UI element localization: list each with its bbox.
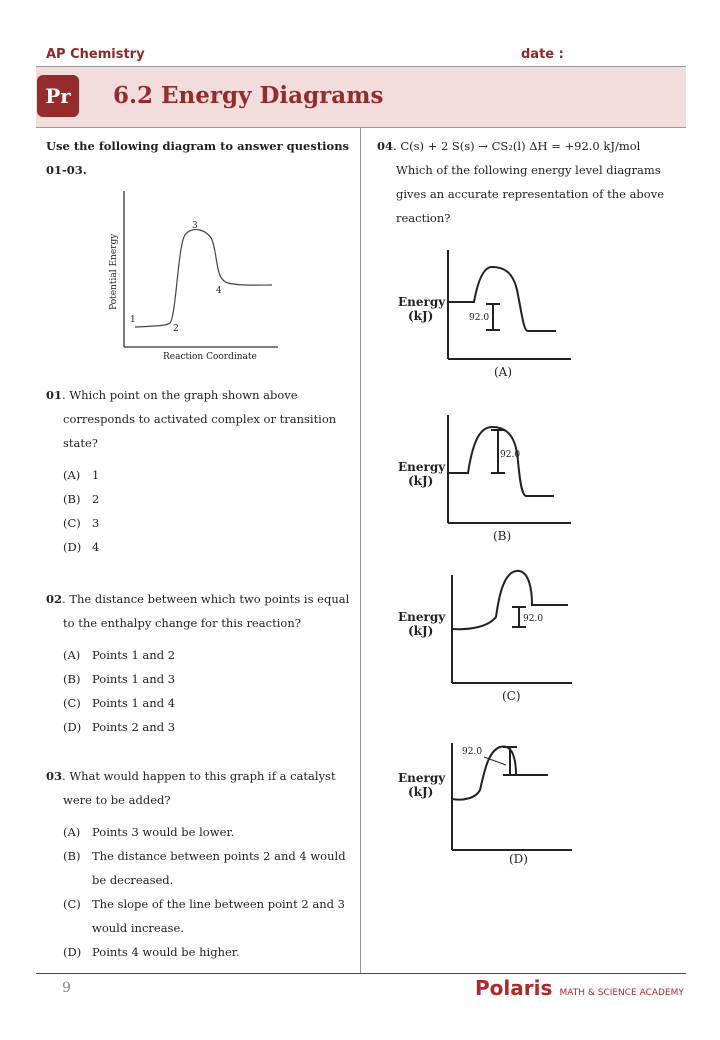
diagram-c-value: 92.0	[523, 614, 544, 624]
footer-rule	[36, 973, 686, 974]
option-03-c[interactable]: (C) The slope of the line between point 2 and 3	[63, 897, 345, 911]
question-03-line2: were to be added?	[63, 793, 171, 807]
question-04-number: 04	[377, 139, 394, 153]
option-02-d[interactable]: (D) Points 2 and 3	[63, 720, 176, 734]
diagram-a-ylabel-2: (kJ)	[408, 309, 434, 323]
title-rule	[36, 127, 686, 128]
option-01-d[interactable]: (D) 4	[63, 540, 100, 554]
option-01-c[interactable]: (C) 3	[63, 516, 100, 530]
question-01-number: 01	[46, 388, 63, 402]
energy-diagram-c[interactable]	[392, 565, 582, 710]
diagram-c-label: (C)	[502, 689, 521, 703]
page-title: 6.2 Energy Diagrams	[113, 82, 384, 109]
question-04-line3: reaction?	[396, 211, 451, 225]
energy-diagram-b[interactable]	[392, 405, 582, 550]
question-03-text: . What would happen to this graph if a catalyst	[62, 769, 336, 783]
question-04-equation: . C(s) + 2 S(s) → CS₂(l) ΔH = +92.0 kJ/mol	[393, 139, 641, 153]
diagram-d-label: (D)	[509, 852, 528, 866]
instruction-line1: Use the following diagram to answer questions	[46, 139, 350, 153]
option-02-a[interactable]: (A) Points 1 and 2	[63, 648, 176, 662]
question-04-line2: gives an accurate representation of the above	[396, 187, 665, 201]
diagram-d-ylabel-2: (kJ)	[408, 785, 434, 799]
diagram-a-value: 92.0	[469, 313, 490, 323]
question-02	[46, 587, 349, 611]
graph-xlabel: Reaction Coordinate	[163, 352, 257, 362]
question-01-line3: state?	[63, 436, 98, 450]
diagram-c-ylabel-2: (kJ)	[408, 624, 434, 638]
option-01-a[interactable]: (A) 1	[63, 468, 100, 482]
option-03-b-cont: be decreased.	[92, 873, 174, 887]
option-02-b[interactable]: (B) Points 1 and 3	[63, 672, 176, 686]
course-name: AP Chemistry	[46, 47, 145, 62]
point-label-1: 1	[130, 315, 136, 325]
diagram-b-ylabel-2: (kJ)	[408, 474, 434, 488]
brand-tagline: MATH & SCIENCE ACADEMY	[559, 988, 684, 998]
diagram-a-ylabel-1: Energy	[398, 295, 446, 309]
question-02-line2: to the enthalpy change for this reaction?	[63, 616, 301, 630]
diagram-b-label: (B)	[493, 529, 512, 543]
column-divider	[360, 127, 361, 974]
option-03-a[interactable]: (A) Points 3 would be lower.	[63, 825, 235, 839]
option-03-b[interactable]: (B) The distance between points 2 and 4 would	[63, 849, 346, 863]
diagram-a-label: (A)	[494, 365, 513, 379]
question-01	[46, 383, 298, 407]
question-02-number: 02	[46, 592, 63, 606]
point-label-3: 3	[192, 221, 198, 231]
question-04-line1: Which of the following energy level diagrams	[396, 163, 661, 177]
question-03	[46, 764, 336, 788]
energy-diagram-a[interactable]	[392, 240, 582, 385]
diagram-d-value: 92.0	[462, 747, 483, 757]
instruction-line2: 01-03.	[46, 163, 87, 177]
diagram-d-ylabel-1: Energy	[398, 771, 446, 785]
brand-name: Polaris	[475, 976, 553, 1000]
section-badge: Pr	[37, 75, 79, 117]
polaris-logo	[475, 976, 684, 1000]
option-02-c[interactable]: (C) Points 1 and 4	[63, 696, 176, 710]
energy-diagram-d[interactable]	[392, 735, 582, 875]
date-label: date :	[521, 47, 564, 62]
option-03-c-cont: would increase.	[92, 921, 184, 935]
page-number: 9	[62, 980, 71, 996]
diagram-c-ylabel-1: Energy	[398, 610, 446, 624]
potential-energy-graph	[100, 185, 290, 365]
question-03-number: 03	[46, 769, 63, 783]
option-03-d[interactable]: (D) Points 4 would be higher.	[63, 945, 240, 959]
point-label-2: 2	[173, 324, 179, 334]
graph-ylabel: Potential Energy	[109, 233, 119, 310]
question-01-line2: corresponds to activated complex or transition	[63, 412, 337, 426]
question-04	[377, 134, 640, 158]
option-01-b[interactable]: (B) 2	[63, 492, 100, 506]
diagram-b-value: 92.0	[500, 450, 521, 460]
point-label-4: 4	[216, 286, 222, 296]
question-02-text: . The distance between which two points is equal	[62, 592, 350, 606]
diagram-b-ylabel-1: Energy	[398, 460, 446, 474]
question-01-text: . Which point on the graph shown above	[62, 388, 298, 402]
